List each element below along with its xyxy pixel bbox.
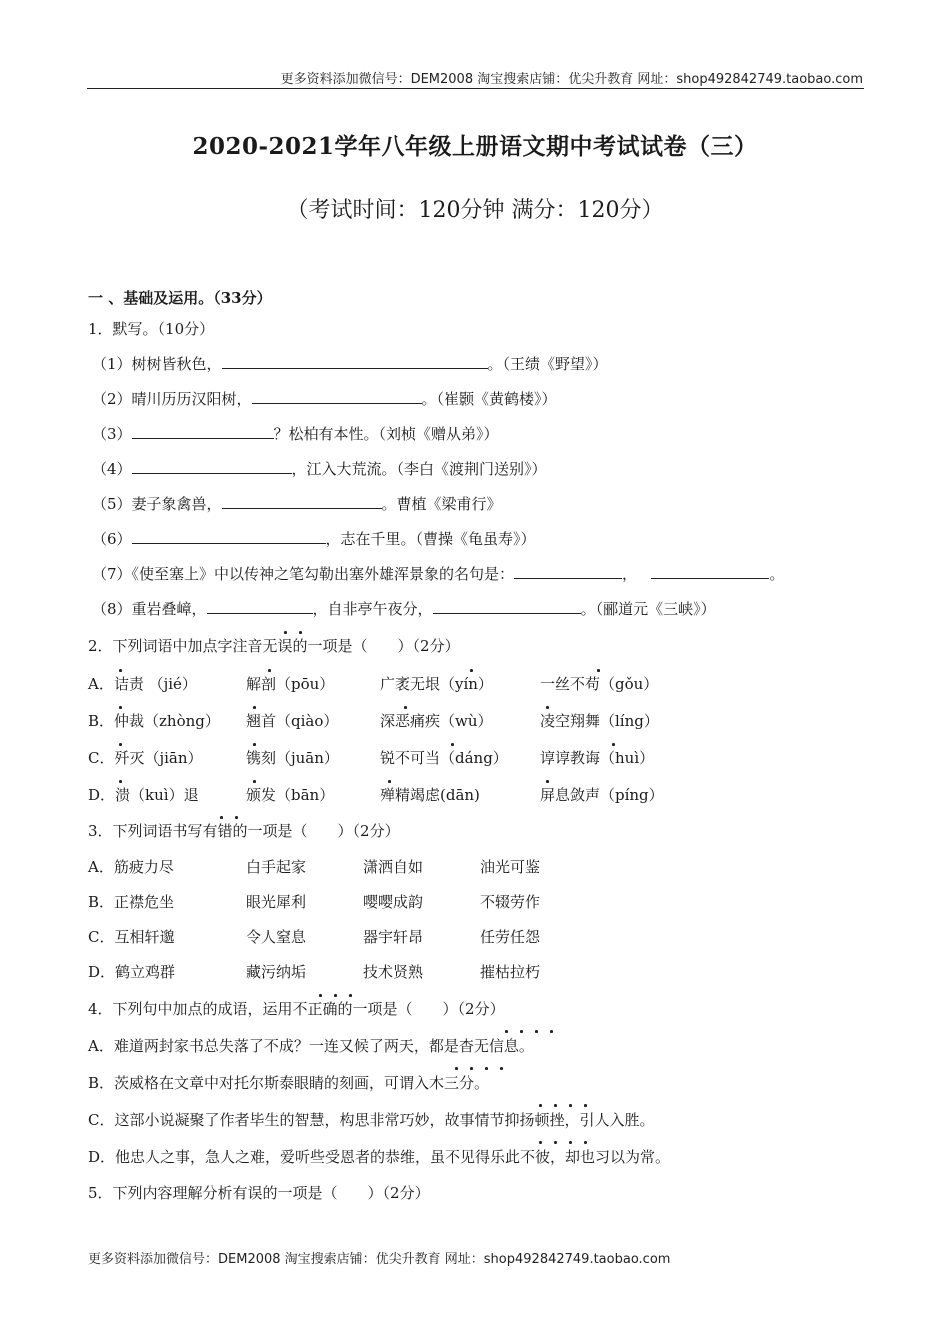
emphasis-dot [284,631,287,634]
emphasis-dot [470,1067,473,1070]
emphasis-dot [220,816,223,819]
q2-option-b-1: B．仲裁（zhòng） [88,712,220,730]
emphasis-dot [235,816,238,819]
question-4-stem: 4．下列句中加点的成语，运用不正确的一项是（ ）（2分） [88,1000,505,1018]
emphasis-dot [253,706,256,709]
q3-option-c-2: 令人窒息 [246,928,307,946]
q3-option-a-4: 油光可鉴 [480,858,541,876]
answer-blank[interactable] [222,494,382,509]
q1-item-5: （5）妻子象禽兽， 。曹植《梁甫行》 [92,495,502,513]
emphasis-dot [539,1104,542,1107]
q3-option-b-2: 眼光犀利 [246,893,307,911]
exam-subtitle: （考试时间：120分钟 满分：120分） [286,198,664,223]
emphasis-dot [119,669,122,672]
emphasis-dot [554,1141,557,1144]
q1-item-4: （4） ，江入大荒流。（李白《渡荆门送别》） [92,460,547,478]
emphasis-dot [349,994,352,997]
emphasis-dot [253,743,256,746]
emphasis-dot [569,1104,572,1107]
question-3-stem: 3．下列词语书写有错的一项是（ ）（2分） [88,822,400,840]
q3-option-d-3: 技术贤熟 [363,963,424,981]
q2-option-b-2: 翘首（qiào） [246,712,339,730]
emphasis-dot [334,994,337,997]
q2-option-b-3: 深恶痛疾（wù） [380,712,493,730]
emphasis-dot [597,669,600,672]
q2-option-d-2: 颁发（bān） [246,786,335,804]
emphasis-dot [584,1104,587,1107]
emphasis-dot [569,1141,572,1144]
answer-blank[interactable] [222,354,488,369]
emphasis-dot [550,1030,553,1033]
q3-option-d-2: 藏污纳垢 [246,963,307,981]
q3-option-b-4: 不辍劳作 [480,893,541,911]
q1-item-7: （7）《使至塞上》中以传神之笔勾勒出塞外雄浑景象的名句是： ， 。 [92,565,785,583]
answer-blank[interactable] [651,564,769,579]
emphasis-dot [119,743,122,746]
q1-item-3: （3） ？松柏有本性。（刘桢《赠从弟》） [92,425,499,443]
q3-option-a-1: A．筋疲力尽 [88,858,174,876]
emphasis-dot [268,669,271,672]
q3-option-d-4: 摧枯拉朽 [480,963,541,981]
emphasis-dot [554,1104,557,1107]
emphasis-dot [539,1141,542,1144]
q1-item-1: （1）树树皆秋色， 。（王绩《野望》） [92,355,608,373]
header-divider [87,88,864,89]
q2-option-c-4: 谆谆教诲（huì） [540,749,655,767]
emphasis-dot [451,743,454,746]
q1-item-2: （2）晴川历历汉阳树， 。（崔颢《黄鹤楼》） [92,390,557,408]
emphasis-dot [505,1030,508,1033]
page-header: 更多资料添加微信号：DEM2008 淘宝搜索店铺：优尖升教育 网址：shop492842749.taobao.com [280,72,863,87]
q3-option-b-1: B．正襟危坐 [88,893,175,911]
q2-option-b-4: 凌空翔舞（líng） [540,712,659,730]
section-heading: 一 、基础及运用。（33分） [88,289,272,307]
q2-option-d-3: 殚精竭虑(dān) [380,786,480,804]
q3-option-c-1: C．互相轩邈 [88,928,175,946]
answer-blank[interactable] [433,599,581,614]
emphasis-dot [612,743,615,746]
q3-option-d-1: D．鹤立鸡群 [88,963,176,981]
q2-option-a-2: 解剖（pōu） [246,675,335,693]
answer-blank[interactable] [132,459,292,474]
emphasis-dot [470,669,473,672]
answer-blank[interactable] [252,389,422,404]
emphasis-dot [119,780,122,783]
q2-option-c-1: C．歼灭（jiān） [88,749,203,767]
exam-title: 2020-2021学年八年级上册语文期中考试试卷（三） [192,133,758,160]
q3-option-c-3: 器宇轩昂 [363,928,424,946]
emphasis-dot [404,706,407,709]
answer-blank[interactable] [132,529,326,544]
emphasis-dot [485,1067,488,1070]
q2-option-a-3: 广袤无垠（yín） [380,675,493,693]
question-5-stem: 5．下列内容理解分析有误的一项是（ ）（2分） [88,1184,430,1202]
q2-option-a-1: A．诘责 （jié） [88,675,197,693]
q4-option-b: B．茨威格在文章中对托尔斯泰眼睛的刻画，可谓入木三分。 [88,1074,490,1092]
q2-option-d-1: D．溃（kuì）退 [88,786,199,804]
emphasis-dot [500,1067,503,1070]
q2-option-c-3: 锐不可当（dáng） [380,749,508,767]
emphasis-dot [388,780,391,783]
q1-item-8: （8）重岩叠嶂， ，自非亭午夜分， 。（郦道元《三峡》） [92,600,716,618]
question-2-stem: 2．下列词语中加点字注音无误的一项是（ ）（2分） [88,637,460,655]
emphasis-dot [299,631,302,634]
q2-option-a-4: 一丝不苟（gǒu） [540,675,659,693]
q2-option-c-2: 镌刻（juān） [246,749,339,767]
question-1-stem: 1．默写。（10分） [88,320,215,338]
q2-option-d-4: 屏息敛声（píng） [540,786,664,804]
answer-blank[interactable] [514,564,622,579]
q3-option-b-3: 嘤嘤成韵 [363,893,424,911]
emphasis-dot [535,1030,538,1033]
q3-option-a-3: 潇洒自如 [363,858,424,876]
emphasis-dot [520,1030,523,1033]
q4-option-d: D．他忠人之事，急人之难，爱听些受恩者的恭维，虽不见得乐此不彼，却也习以为常。 [88,1148,671,1166]
q3-option-a-2: 白手起家 [246,858,307,876]
emphasis-dot [546,706,549,709]
page-footer: 更多资料添加微信号：DEM2008 淘宝搜索店铺：优尖升教育 网址：shop492842749.taobao.com [88,1252,671,1267]
emphasis-dot [119,706,122,709]
emphasis-dot [584,1141,587,1144]
q4-option-a: A．难道两封家书总失落了不成？一连又候了两天，都是杳无信息。 [88,1037,534,1055]
answer-blank[interactable] [132,424,274,439]
emphasis-dot [253,780,256,783]
q4-option-c: C．这部小说凝聚了作者毕生的智慧，构思非常巧妙，故事情节抑扬顿挫，引人入胜。 [88,1111,655,1129]
q3-option-c-4: 任劳任怨 [480,928,541,946]
emphasis-dot [319,994,322,997]
emphasis-dot [546,780,549,783]
emphasis-dot [455,1067,458,1070]
q1-item-6: （6） ，志在千里。（曹操《龟虽寿》） [92,530,536,548]
answer-blank[interactable] [207,599,313,614]
